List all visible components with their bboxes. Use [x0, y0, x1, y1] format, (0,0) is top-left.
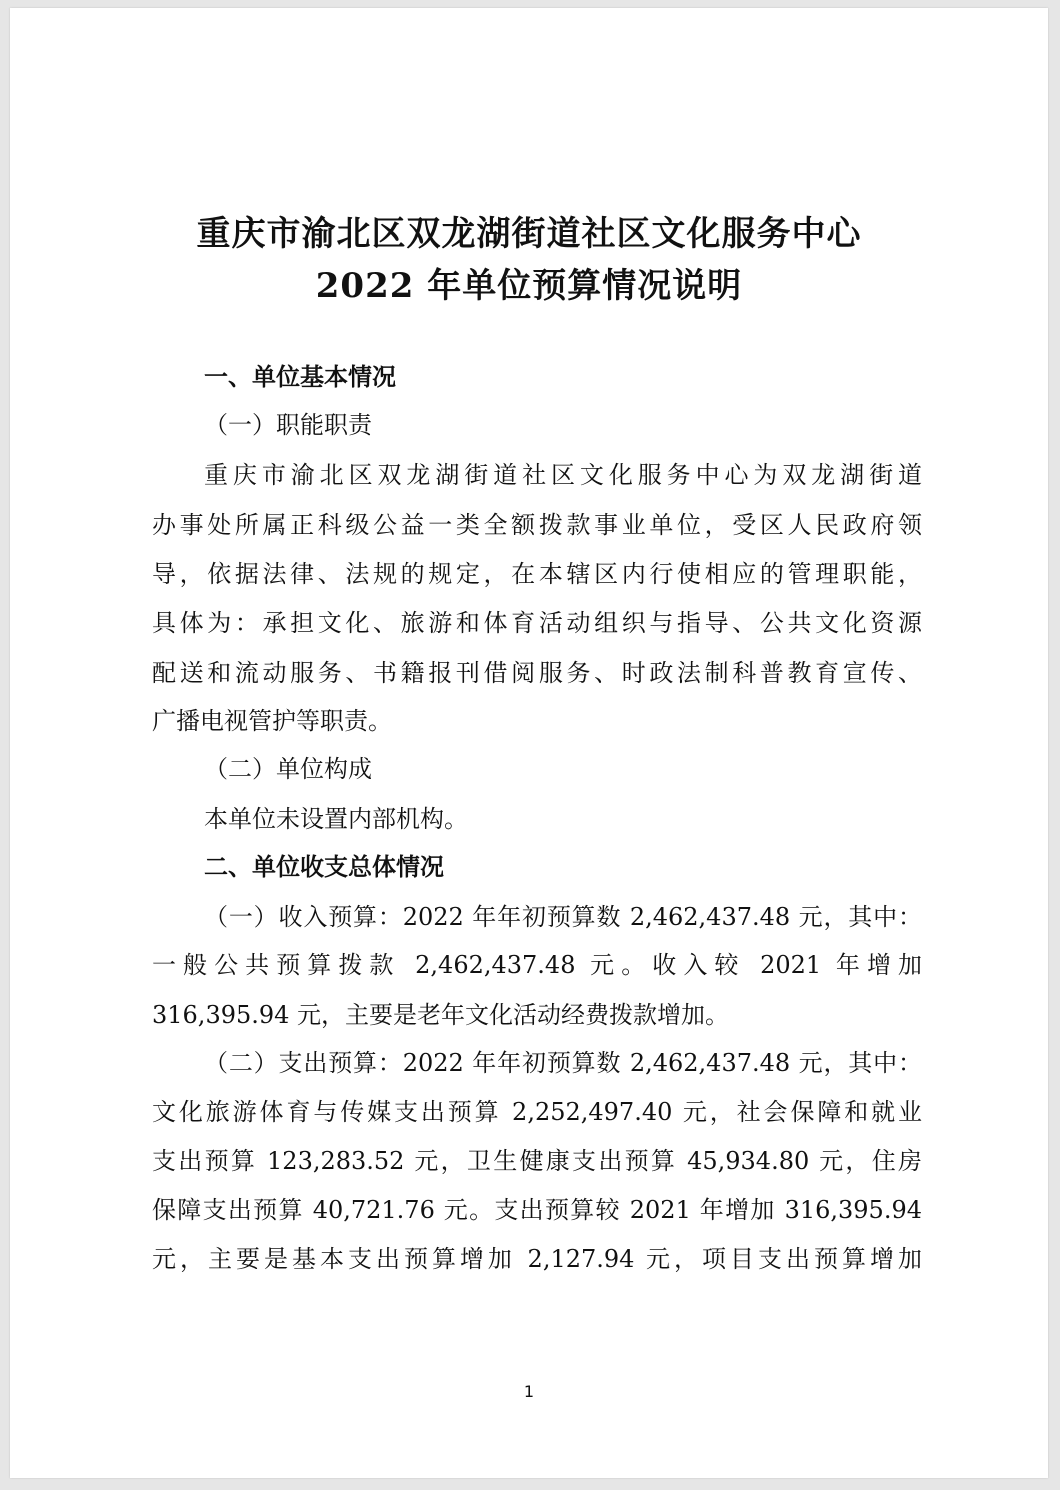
- body-line: 保障支出预算 40,721.76 元。支出预算较 2021 年增加 316,395.94: [152, 1196, 922, 1224]
- document-title-line1: 重庆市渝北区双龙湖街道社区文化服务中心: [196, 214, 862, 254]
- body-line: （一）收入预算：2022 年年初预算数 2,462,437.48 元，其中：: [204, 903, 922, 931]
- body-line: 本单位未设置内部机构。: [204, 805, 468, 833]
- body-line: 配送和流动服务、书籍报刊借阅服务、时政法制科普教育宣传、: [152, 659, 922, 687]
- body-line: 支出预算 123,283.52 元，卫生健康支出预算 45,934.80 元，住房: [152, 1147, 922, 1175]
- body-line: 广播电视管护等职责。: [152, 707, 392, 735]
- body-line: 一、单位基本情况: [204, 362, 396, 391]
- body-line: 一般公共预算拨款 2,462,437.48 元。收入较 2021 年增加: [152, 951, 922, 979]
- body-line: （一）职能职责: [204, 411, 372, 439]
- body-line: （二）单位构成: [204, 755, 372, 783]
- body-line: 具体为：承担文化、旅游和体育活动组织与指导、公共文化资源: [152, 609, 922, 637]
- body-line: 316,395.94 元，主要是老年文化活动经费拨款增加。: [152, 1001, 730, 1029]
- body-line: 文化旅游体育与传媒支出预算 2,252,497.40 元，社会保障和就业: [152, 1098, 922, 1126]
- body-line: 重庆市渝北区双龙湖街道社区文化服务中心为双龙湖街道: [204, 461, 922, 489]
- body-line: 二、单位收支总体情况: [204, 852, 444, 881]
- page-number: 1: [523, 1382, 535, 1401]
- body-line: （二）支出预算：2022 年年初预算数 2,462,437.48 元，其中：: [204, 1049, 922, 1077]
- body-line: 导，依据法律、法规的规定，在本辖区内行使相应的管理职能，: [152, 560, 922, 588]
- document-page: [10, 8, 1048, 1478]
- body-line: 办事处所属正科级公益一类全额拨款事业单位，受区人民政府领: [152, 511, 922, 539]
- body-line: 元，主要是基本支出预算增加 2,127.94 元，项目支出预算增加: [152, 1245, 922, 1273]
- document-title-line2: 2022 年单位预算情况说明: [315, 266, 743, 306]
